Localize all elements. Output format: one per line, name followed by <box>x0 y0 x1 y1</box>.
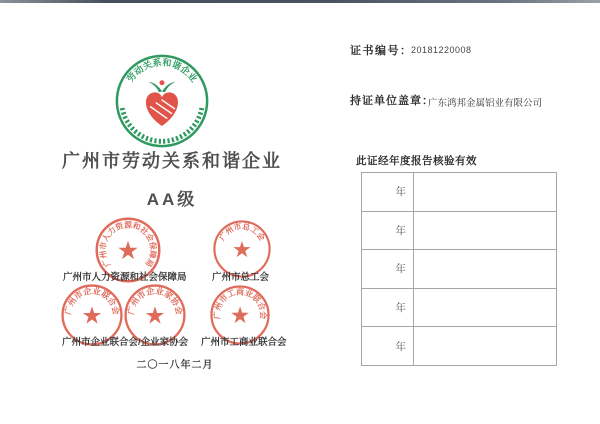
issuer-label-enterprise-federation: 广州市企业联合会/企业家协会 <box>62 337 189 348</box>
certificate-number-value: 20181220008 <box>411 45 472 55</box>
seal-star-icon: ★ <box>232 236 252 262</box>
year-cell: 年 <box>362 212 414 250</box>
verification-blank-cell <box>414 327 556 365</box>
issuer-label-industry-commerce: 广州市工商业联合会 <box>201 337 287 348</box>
verification-blank-cell <box>414 289 556 327</box>
seal-star-icon: ★ <box>81 303 103 330</box>
year-cell: 年 <box>362 250 414 288</box>
svg-text:广州市工商业联合会: 广州市工商业联合会 <box>212 287 268 320</box>
year-cell: 年 <box>362 173 414 211</box>
svg-text:广州市企业联合会: 广州市企业联合会 <box>62 285 122 316</box>
certificate-number-label: 证书编号： <box>350 45 413 57</box>
issuer-label-hr-bureau: 广州市人力资源和社会保障局 <box>63 272 187 283</box>
seal-star-icon: ★ <box>116 236 140 265</box>
verification-row <box>362 212 556 251</box>
scan-edge-line <box>0 0 600 3</box>
verification-blank-cell <box>414 212 556 250</box>
holder-seal-label: 持证单位盖章： <box>350 95 434 107</box>
verification-row <box>362 250 556 289</box>
issuer-label-trade-union: 广州市总工会 <box>212 272 270 283</box>
year-cell: 年 <box>362 327 414 365</box>
issue-date: 二〇一八年二月 <box>136 360 214 371</box>
verification-row <box>362 289 556 328</box>
seal-star-icon: ★ <box>229 302 251 329</box>
year-cell: 年 <box>362 289 414 327</box>
certificate-title: 广州市劳动关系和谐企业 <box>62 151 282 171</box>
holder-company-name: 广东鸿邦金属铝业有限公司 <box>428 98 543 109</box>
seal-star-icon: ★ <box>144 303 166 330</box>
svg-text:劳动关系和谐企业: 劳动关系和谐企业 <box>124 57 200 84</box>
verification-row <box>362 327 556 365</box>
svg-text:广州市企业家协会: 广州市企业家协会 <box>125 285 185 316</box>
harmonious-labor-relations-emblem <box>114 53 210 149</box>
verification-blank-cell <box>414 250 556 288</box>
verification-row <box>362 173 556 212</box>
certificate-grade: AA级 <box>146 190 198 209</box>
annual-verification-note: 此证经年度报告核验有效 <box>356 155 477 167</box>
verification-blank-cell <box>414 173 556 211</box>
svg-text:广州市总工会: 广州市总工会 <box>217 221 267 243</box>
svg-text:广州市人力资源和社会保障局: 广州市人力资源和社会保障局 <box>98 220 158 269</box>
annual-verification-table <box>361 172 557 366</box>
